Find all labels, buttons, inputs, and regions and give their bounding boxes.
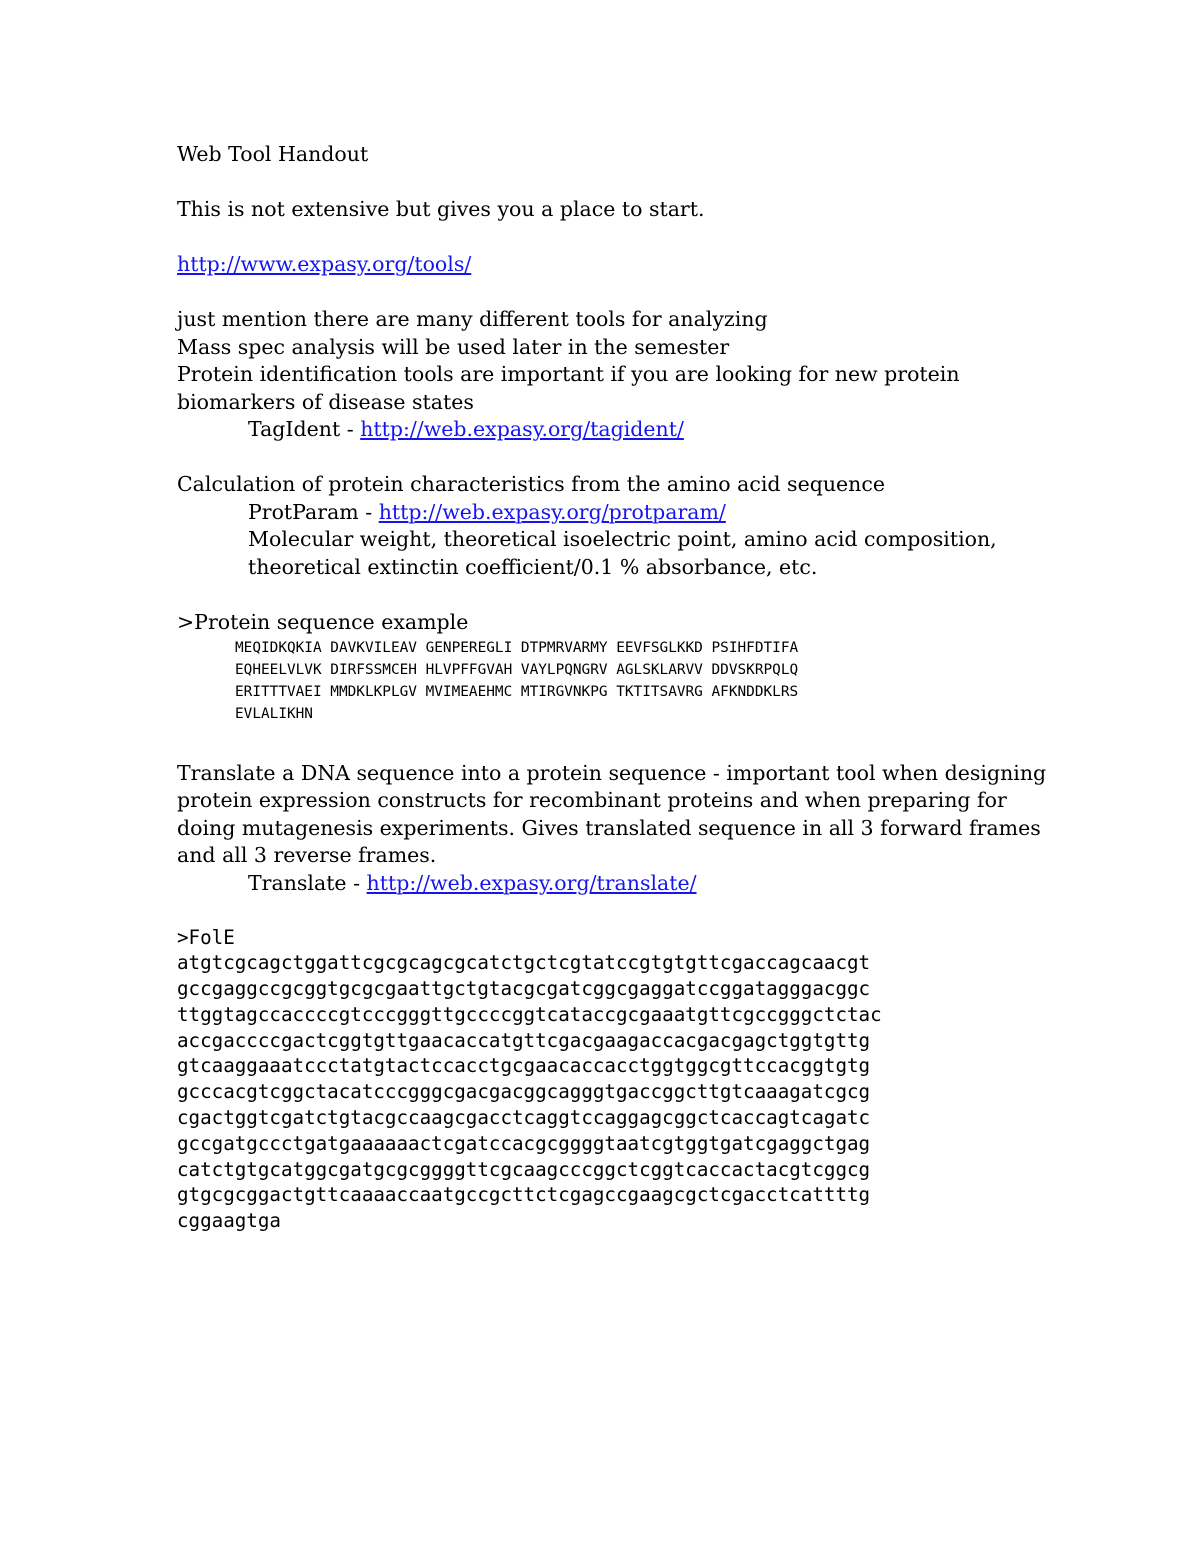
section1-line-4: biomarkers of disease states [177, 389, 474, 414]
dna-example-header: >FolE [177, 925, 235, 949]
dna-sequence-row: atgtcgcagctggattcgcgcagcgcatctgctcgtatccgtgtgttcgaccagcaacgt [177, 951, 871, 975]
dna-sequence-row: cgactggtcgatctgtacgccaagcgacctcaggtccaggagcggctcaccagtcagatc [177, 1106, 871, 1130]
dna-sequence-row: catctgtgcatggcgatgcgcggggttcgcaagcccggctcggtcaccactacgtcggcg [177, 1157, 871, 1181]
protein-example-header: >Protein sequence example [177, 609, 469, 634]
protein-sequence-block [177, 637, 1057, 725]
translate-label: Translate - [248, 870, 367, 895]
dna-sequence-row: cggaagtga [177, 1209, 281, 1233]
section1-line-1: just mention there are many different tools for analyzing [177, 307, 768, 331]
section3-line-3: doing mutagenesis experiments. Gives translated sequence in all 3 forward frames [177, 815, 1041, 840]
translate-link[interactable]: http://web.expasy.org/translate/ [366, 870, 697, 895]
section1-line-3: Protein identification tools are important if you are looking for new protein [177, 362, 960, 386]
protparam-desc-line-2: theoretical extinctin coefficient/0.1 % absorbance, etc. [248, 554, 818, 579]
translate-line [177, 870, 1057, 898]
section3-line-4: and all 3 reverse frames. [177, 843, 437, 867]
document-body [177, 141, 1057, 1234]
dna-sequence-row: gccgaggccgcggtgcgcgaattgctgtacgcgatcggcgaggatccggatagggacggc [177, 977, 871, 1001]
protparam-link[interactable]: http://web.expasy.org/protparam/ [378, 499, 726, 524]
dna-sequence-row: gcccacgtcggctacatcccgggcgacgacggcagggtgaccggcttgtcaaagatcgcg [177, 1080, 871, 1104]
dna-sequence-row: gtgcgcggactgttcaaaaccaatgccgcttctcgagccgaagcgctcgacctcattttg [177, 1183, 871, 1207]
protein-sequence-row: EQHEELVLVK DIRFSSMCEH HLVPFFGVAH VAYLPQNGRV AGLSKLARVV DDVSKRPQLQ [235, 662, 799, 678]
dna-sequence-row: gccgatgccctgatgaaaaaactcgatccacgcggggtaatcgtggtgatcgaggctgag [177, 1131, 871, 1155]
protparam-desc-line-1: Molecular weight, theoretical isoelectric point, amino acid composition, [248, 527, 997, 551]
tagident-label: TagIdent - [248, 417, 361, 441]
tagident-line [177, 416, 1057, 444]
dna-sequence-row: accgaccccgactcggtgttgaacaccatgttcgacgaagaccacgacgagctggtgttg [177, 1028, 871, 1052]
expasy-tools-link-line [177, 251, 1057, 279]
intro-text: This is not extensive but gives you a place to start. [177, 197, 705, 221]
section2-heading: Calculation of protein characteristics from the amino acid sequence [177, 472, 885, 496]
protparam-label: ProtParam - [248, 499, 379, 524]
section3-line-1: Translate a DNA sequence into a protein sequence - important tool when designing [177, 760, 1047, 785]
dna-sequence-block [177, 925, 1057, 1235]
protein-sequence-row: EVLALIKHN [235, 706, 313, 722]
section1-line-2: Mass spec analysis will be used later in the semester [177, 334, 730, 359]
tagident-link[interactable]: http://web.expasy.org/tagident/ [360, 417, 684, 441]
protein-sequence-row: ERITTTVAEI MMDKLKPLGV MVIMEAEHMC MTIRGVNKPG TKTITSAVRG AFKNDDKLRS [235, 684, 799, 700]
protparam-line [177, 499, 1057, 527]
dna-sequence-row: ttggtagccaccccgtcccgggttgccccggtcataccgcgaaatgttcgccgggctctac [177, 1002, 882, 1026]
dna-sequence-row: gtcaaggaaatccctatgtactccacctgcgaacaccacctggtggcgttccacggtgtg [177, 1054, 871, 1078]
document-title: Web Tool Handout [177, 142, 369, 166]
protein-sequence-row: MEQIDKQKIA DAVKVILEAV GENPEREGLI DTPMRVARMY EEVFSGLKKD PSIHFDTIFA [235, 640, 799, 656]
expasy-tools-link[interactable]: http://www.expasy.org/tools/ [177, 252, 472, 276]
section3-line-2: protein expression constructs for recombinant proteins and when preparing for [177, 788, 1007, 812]
